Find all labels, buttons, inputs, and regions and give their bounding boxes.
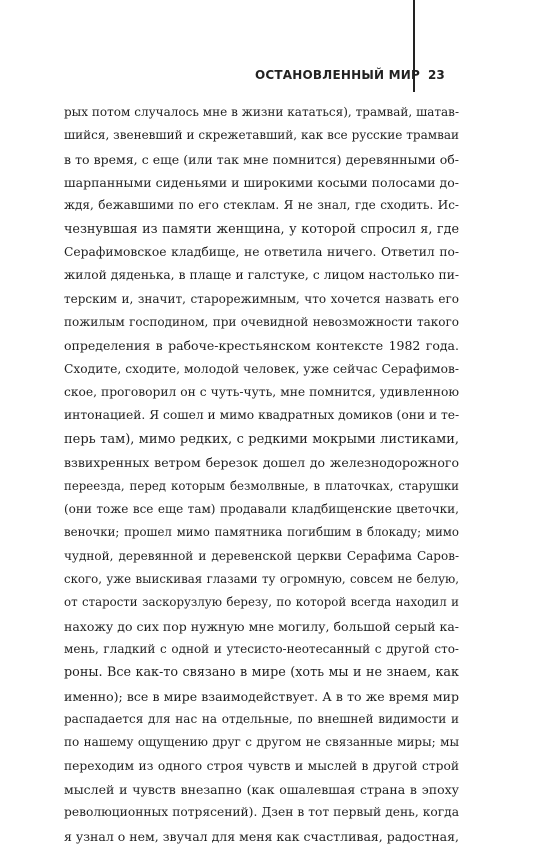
text-line: мыслей и чувств внезапно (как ошалевшая страна в эпоху	[64, 781, 459, 797]
text-line: от старости заскорузлую березу, по которой всегда находил и	[64, 595, 459, 610]
running-header-title: ОСТАНОВЛЕННЫЙ МИР	[255, 68, 420, 82]
text-line: рых потом случалось мне в жизни кататься), трамвай, шатав-	[64, 105, 459, 119]
text-line: революционных потрясений). Дзен в тот первый день, когда	[64, 805, 459, 820]
text-line: нахожу до сих пор нужную мне могилу, большой серый ка-	[64, 618, 459, 634]
text-line: шарпанными сиденьями и широкими косыми полосами до-	[64, 175, 459, 191]
text-line: ского, уже выискивая глазами ту огромную, совсем не белую,	[64, 571, 459, 586]
text-line: переходим из одного строя чувств и мыслей в другой строй	[64, 758, 459, 773]
page-number: 23	[428, 68, 445, 82]
text-line: чудной, деревянной и деревенской церкви Серафима Саров-	[64, 548, 459, 563]
text-line: я узнал о нем, звучал для меня как счастливая, радостная,	[64, 828, 459, 844]
body-text	[64, 101, 459, 848]
text-line: ское, проговорил он с чуть-чуть, мне помнится, удивленною	[64, 385, 459, 400]
text-line: в то время, с еще (или так мне помнится) деревянными об-	[64, 151, 459, 167]
text-line: Сходите, сходите, молодой человек, уже сейчас Серафимов-	[64, 361, 459, 376]
text-line: перь там), мимо редких, с редкими мокрыми листиками,	[64, 431, 459, 447]
text-line: жилой дяденька, в плаще и галстуке, с лицом настолько пи-	[64, 268, 459, 283]
text-line: (они тоже все еще там) продавали кладбищенские цветочки,	[64, 501, 459, 516]
text-line: пожилым господином, при очевидной невозможности такого	[64, 315, 459, 330]
text-line: взвихренных ветром березок дошел до железнодорожного	[64, 455, 459, 471]
text-line: распадается для нас на отдельные, по внешней видимости и	[64, 711, 459, 726]
text-line: шийся, звеневший и скрежетавший, как все русские трамваи	[64, 128, 459, 143]
text-line: чезнувшая из памяти женщина, у которой спросил я, где	[64, 221, 459, 237]
text-line: веночки; прошел мимо памятника погибшим в блокаду; мимо	[64, 525, 459, 540]
text-line: терским и, значит, старорежимным, что хочется назвать его	[64, 291, 459, 306]
text-line: переезда, перед которым безмолвные, в платочках, старушки	[64, 478, 459, 493]
text-line: по нашему ощущению друг с другом не связанные миры; мы	[64, 735, 459, 750]
text-line: Серафимовское кладбище, не ответила ничего. Ответил по-	[64, 245, 459, 260]
text-line: интонацией. Я сошел и мимо квадратных домиков (они и те-	[64, 408, 459, 423]
text-line: определения в рабоче-крестьянском контексте 1982 года.	[64, 338, 459, 354]
text-line: мень, гладкий с одной и утесисто-неотесанный с другой сто-	[64, 641, 459, 656]
text-line: ждя, бежавшими по его стеклам. Я не знал, где сходить. Ис-	[64, 198, 459, 213]
text-line: роны. Все как-то связано в мире (хоть мы и не знаем, как	[64, 665, 459, 681]
text-line: именно); все в мире взаимодействует. А в то же время мир	[64, 688, 459, 704]
